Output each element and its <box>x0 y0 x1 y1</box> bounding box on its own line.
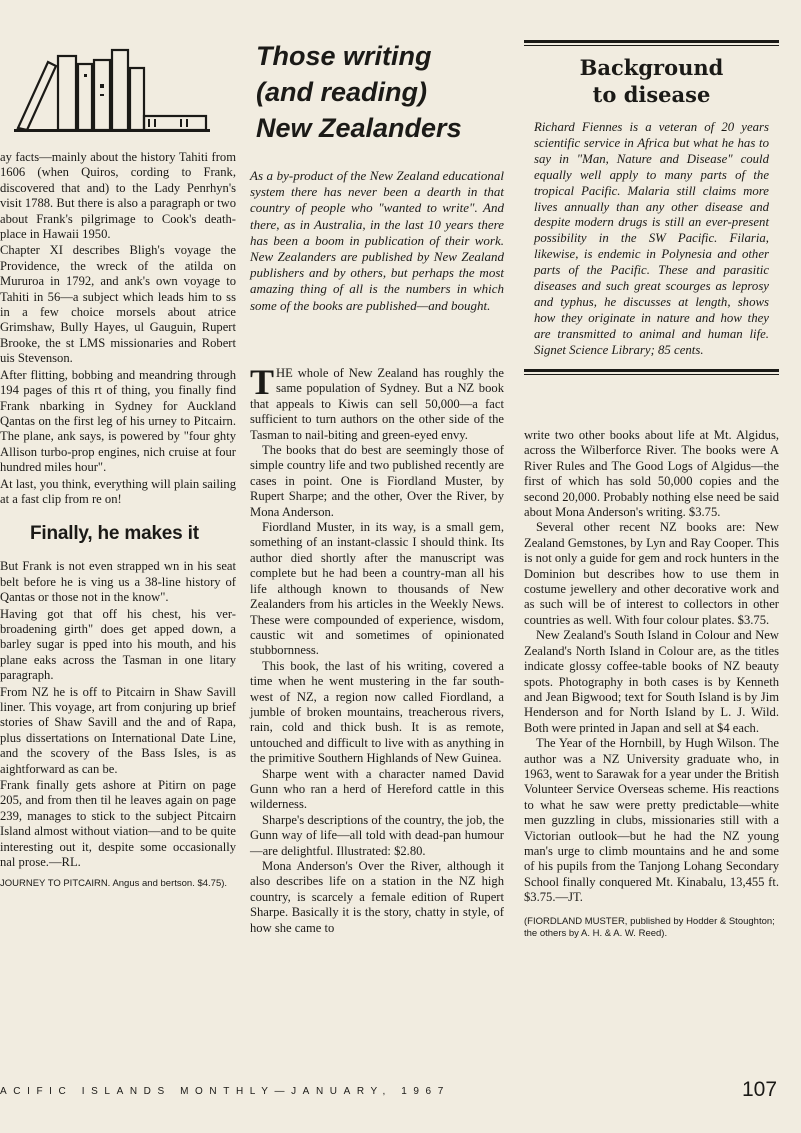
body-paragraph: Frank finally gets ashore at Pitirn on page 205, and from then til he leaves again on page 239, manages to stick to the subject Pitcairn Island almost without viation—and to be quite interesting out it, despite some occasionally nal prose.—RL. <box>0 778 236 870</box>
headline-line: (and reading) <box>256 77 428 107</box>
body-paragraph: Mona Anderson's Over the River, although it also describes life on a station in the NZ high country, is scarcely a female edition of Rupert Sharpe. Basically it is the story, chatty in style, of how she came to <box>250 859 504 935</box>
drop-cap: T <box>250 362 275 402</box>
box-top-rule <box>524 40 779 46</box>
body-paragraph: The Year of the Hornbill, by Hugh Wilson. The author was a NZ University graduate who, in 1963, went to Sarawak for a year under the British Volunteer Service Overseas scheme. His reactions to what he saw were pretty predictable—white men guzzling in clubs, missionaries still with a Victorian outlook—but he had the NZ young man's urge to climb mountains and he and some of his pupils from the Tanjong Lohang Secondary School finally conquered Mt. Kinabalu, 13,455 ft. $3.75.—JT. <box>524 736 779 905</box>
headline-line: Those writing <box>256 41 432 71</box>
body-paragraph: At last, you think, everything will plain sailing at a fast clip from re on! <box>0 476 236 506</box>
headline-line: New Zealanders <box>256 113 462 143</box>
body-paragraph: After flitting, bobbing and meandring through 194 pages of this rt of thing, you finally find Frank nbarking in Sydney for Auckland Qantas on the first leg of his urney to Pitcairn. The plane, ank says, is powered by "four ghty Allison turbo-prop engines, nich cruise at four hundred miles hour". <box>0 367 236 475</box>
body-paragraph: The books that do best are seemingly those of simple country life and two published recently are cases in point. One is Fiordland Muster, by Rupert Sharpe; and the other, Over the River, by Mona Anderson. <box>250 443 504 519</box>
footer-publication-line: ACIFIC ISLANDS MONTHLY—JANUARY, 1967 <box>0 1086 450 1097</box>
body-paragraph: Several other recent NZ books are: New Zealand Gemstones, by Lyn and Ray Cooper. This is not only a guide for gem and rock hunters in the Dominion but describes how to use them in costume jewellery and other decorative work and as such will be of interest to collectors in other countries as well. With four colour plates. $3.75. <box>524 520 779 627</box>
body-paragraph: From NZ he is off to Pitcairn in Shaw Savill liner. This voyage, art from conjuring up brief stories of Shaw Savill and the and of Rapa, plus dissertations on International Date Line, and the scovery of the Bass Isles, is as aightforward as can be. <box>0 684 236 776</box>
lede-paragraph: As a by-product of the New Zealand educational system there has never been a dearth in that country of people who "wanted to write". And there, as in Australia, in the last 10 years there has been a boom in publication of their work. New Zealanders are published by New Zealand publishers and by others, but perhaps the most amazing thing of all is the numbers in which some of the books are published—and bought. <box>250 168 504 313</box>
box-title-line: Background <box>579 55 724 80</box>
article-body-continued <box>524 428 779 940</box>
body-paragraph: Chapter XI describes Bligh's voyage the Providence, the wreck of the atilda on Mururoa in 1792, and ank's own voyage to Tahiti in 56—a subject which leads him to ss in a few choice morsels about atrice Grimshaw, Bully Hayes, ul Gauguin, Rupert Brooke, the st LMS missionaries and Robert uis Stevenson. <box>0 243 236 366</box>
body-paragraph: But Frank is not even strapped wn in his seat belt before he is ving us a 38-line history of Qantas or those not in the know". <box>0 559 236 605</box>
body-paragraph: ay facts—mainly about the history Tahiti from 1606 (when Quiros, cording to Frank, discovered that and) to the Lady Penrhyn's visit 1788. But there is also a paragraph or two about Frank's pilgrimage to Cook's death-place in Hawaii 1950. <box>0 150 236 242</box>
body-paragraph: Sharpe's descriptions of the country, the job, the Gunn way of life—all told with dead-pan humour—are delightful. Illustrated: $2.80. <box>250 812 504 858</box>
body-paragraph: New Zealand's South Island in Colour and New Zealand's North Island in Colour are, as the titles indicate glossy coffee-table books of NZ beauty spots. Photography in both cases is by Kenneth and Jean Bigwood; text for South Island is by Jim Henderson and for North Island by L. J. Wild. Both were printed in Japan and sell at $4 each. <box>524 628 779 735</box>
body-paragraph: Fiordland Muster, in its way, is a small gem, something of an instant-classic I should think. Its author died shortly after the manuscript was complete but he had been a country-man all his life although known to thousands of New Zealanders from his articles in the Weekly News. These were compounded of experience, wisdom, caustic wit and sometimes of opinionated stubbornness. <box>250 520 504 658</box>
box-text: Richard Fiennes is a veteran of 20 years scientific service in Africa but what he has to say in "Man, Nature and Disease" could equally well apply to many parts of the tropical Pacific. Malaria still claims more lives annually than any other disease and despite modern drugs is still an ever-present possibility in the SW Pacific. Filaria, likewise, is endemic in Polynesia and other parts of the Pacific. These and parasitic diseases and such great scourges as leprosy and typhus, he discusses at length, shows how they originate in nature and how they are transmitted to animal and human life. Signet Science Library; 85 cents. <box>534 120 769 357</box>
book-credit: (FIORDLAND MUSTER, published by Hodder & Stoughton; the others by A. H. & A. W. Reed). <box>524 915 775 939</box>
body-paragraph: THE whole of New Zealand has roughly the same population of Sydney. But a NZ book that appeals to Kiwis can sell 50,000—a fact sufficient to turn authors on the other side of the Tasman to nail-biting and green-eyed envy. <box>250 362 504 442</box>
box-bottom-rule <box>524 369 779 375</box>
sidebar-box <box>524 40 779 375</box>
headline <box>256 38 504 146</box>
box-title-line: to disease <box>592 82 711 107</box>
page-number: 107 <box>742 1078 778 1101</box>
article-body-pitcairn <box>0 150 236 890</box>
box-title <box>524 54 779 108</box>
article-body-nz-books <box>250 362 504 936</box>
subhead: Finally, he makes it <box>30 523 199 545</box>
body-paragraph: write two other books about life at Mt. Algidus, across the Wilberforce River. The books were A River Rules and The Good Logs of Algidus—the first of which has sold 50,000 copies and the second 20,000. Probably nothing else need be said about Mona Anderson's writing. $3.75. <box>524 428 779 520</box>
body-paragraph: Having got that off his chest, his ver-broadening girth" does get apped down, a barley sugar is pped into his mouth, and his plane eaks across the Tasman in one litary paragraph. <box>0 606 236 683</box>
page-footer <box>0 1078 801 1108</box>
body-paragraph: This book, the last of his writing, covered a time when he went mustering in the far south-west of NZ, a region now called Fiordland, a jumble of broken mountains, treacherous rivers, rain, cold and thick bush. It is as remote, untouched and difficult to live with as anything in the primitive Southern Highlands of New Guinea. <box>250 658 504 766</box>
body-paragraph: Sharpe went with a character named David Gunn who ran a herd of Hereford cattle in this wilderness. <box>250 766 504 812</box>
books-logo-icon <box>14 44 214 132</box>
book-credit: JOURNEY TO PITCAIRN. Angus and bertson. $4.75). <box>0 878 228 890</box>
